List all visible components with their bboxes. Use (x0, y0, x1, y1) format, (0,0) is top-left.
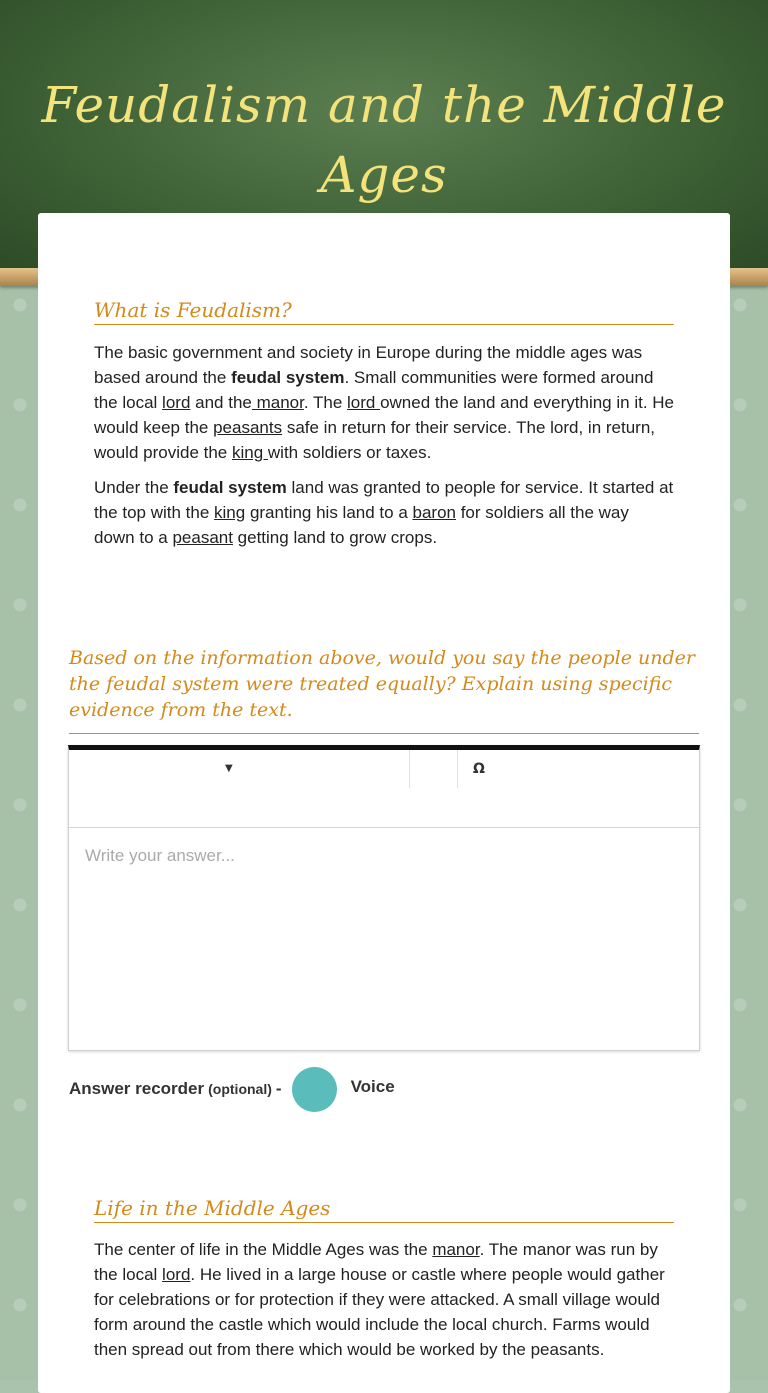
text: and the (190, 393, 252, 412)
paragraph (94, 1237, 674, 1362)
answer-input[interactable]: Write your answer... (85, 846, 235, 865)
text: for soldiers all the way down to a (94, 503, 629, 547)
vocab-term: baron (412, 503, 456, 522)
feudalism-text (94, 340, 674, 560)
section-heading-feudalism: What is Feudalism? (94, 298, 674, 325)
answer-recorder (69, 1066, 395, 1112)
text: safe in return for their service. The lord, in return, would provide the (94, 418, 655, 462)
middle-ages-text (94, 1237, 674, 1372)
text: owned the land and everything in it. He would keep the (94, 393, 674, 437)
vocab-term: manor (432, 1240, 480, 1259)
text: land was granted to people for service. It started at the top with the (94, 478, 674, 522)
bold-term: feudal system (173, 478, 287, 497)
text: . Small communities were formed around the local (94, 368, 654, 412)
text: granting his land to a (245, 503, 413, 522)
text: The center of life in the Middle Ages was the (94, 1240, 433, 1259)
record-button[interactable] (292, 1067, 337, 1112)
caret-down-icon: ▼ (225, 763, 233, 774)
editor-toolbar (69, 750, 699, 828)
vocab-term: manor (251, 393, 304, 412)
recorder-label: Answer recorder (69, 1079, 205, 1098)
text: with soldiers or taxes. (267, 443, 432, 462)
vocab-term: king (214, 503, 246, 522)
vocab-term: peasant (172, 528, 233, 547)
vocab-term: lord (347, 393, 381, 412)
text: getting land to grow crops. (232, 528, 438, 547)
bold-term: feudal system (231, 368, 345, 387)
text: Under the (94, 478, 174, 497)
special-character-button[interactable]: Ω (473, 761, 485, 777)
format-dropdown[interactable] (69, 750, 410, 788)
paragraph (94, 475, 674, 550)
vocab-term: king (231, 443, 268, 462)
answer-editor[interactable] (68, 745, 700, 1051)
vocab-term: peasants (213, 418, 283, 437)
text: . The (303, 393, 347, 412)
text: . He lived in a large house or castle where people would gather for celebrations or for protection if they were attacked. A small village would form around the castle which would include the local church. Farms would then spread out from there which would be worked by the peasants. (94, 1265, 665, 1359)
recorder-optional: (optional) (208, 1081, 272, 1097)
section-heading-middle-ages: Life in the Middle Ages (94, 1196, 674, 1223)
page-title: Feudalism and the Middle Ages (41, 76, 727, 204)
text: . The manor was run by the local (94, 1240, 658, 1284)
question-prompt: Based on the information above, would you say the people under the feudal system were treated equally? Explain using specific evidence from the text. (69, 645, 699, 734)
recorder-voice-label: Voice (350, 1077, 395, 1096)
paragraph (94, 340, 674, 465)
recorder-dash: - (275, 1079, 282, 1098)
vocab-term: lord (162, 393, 191, 412)
text: The basic government and society in Europe during the middle ages was based around the (94, 343, 643, 387)
toolbar-divider (457, 750, 458, 788)
vocab-term: lord (162, 1265, 191, 1284)
